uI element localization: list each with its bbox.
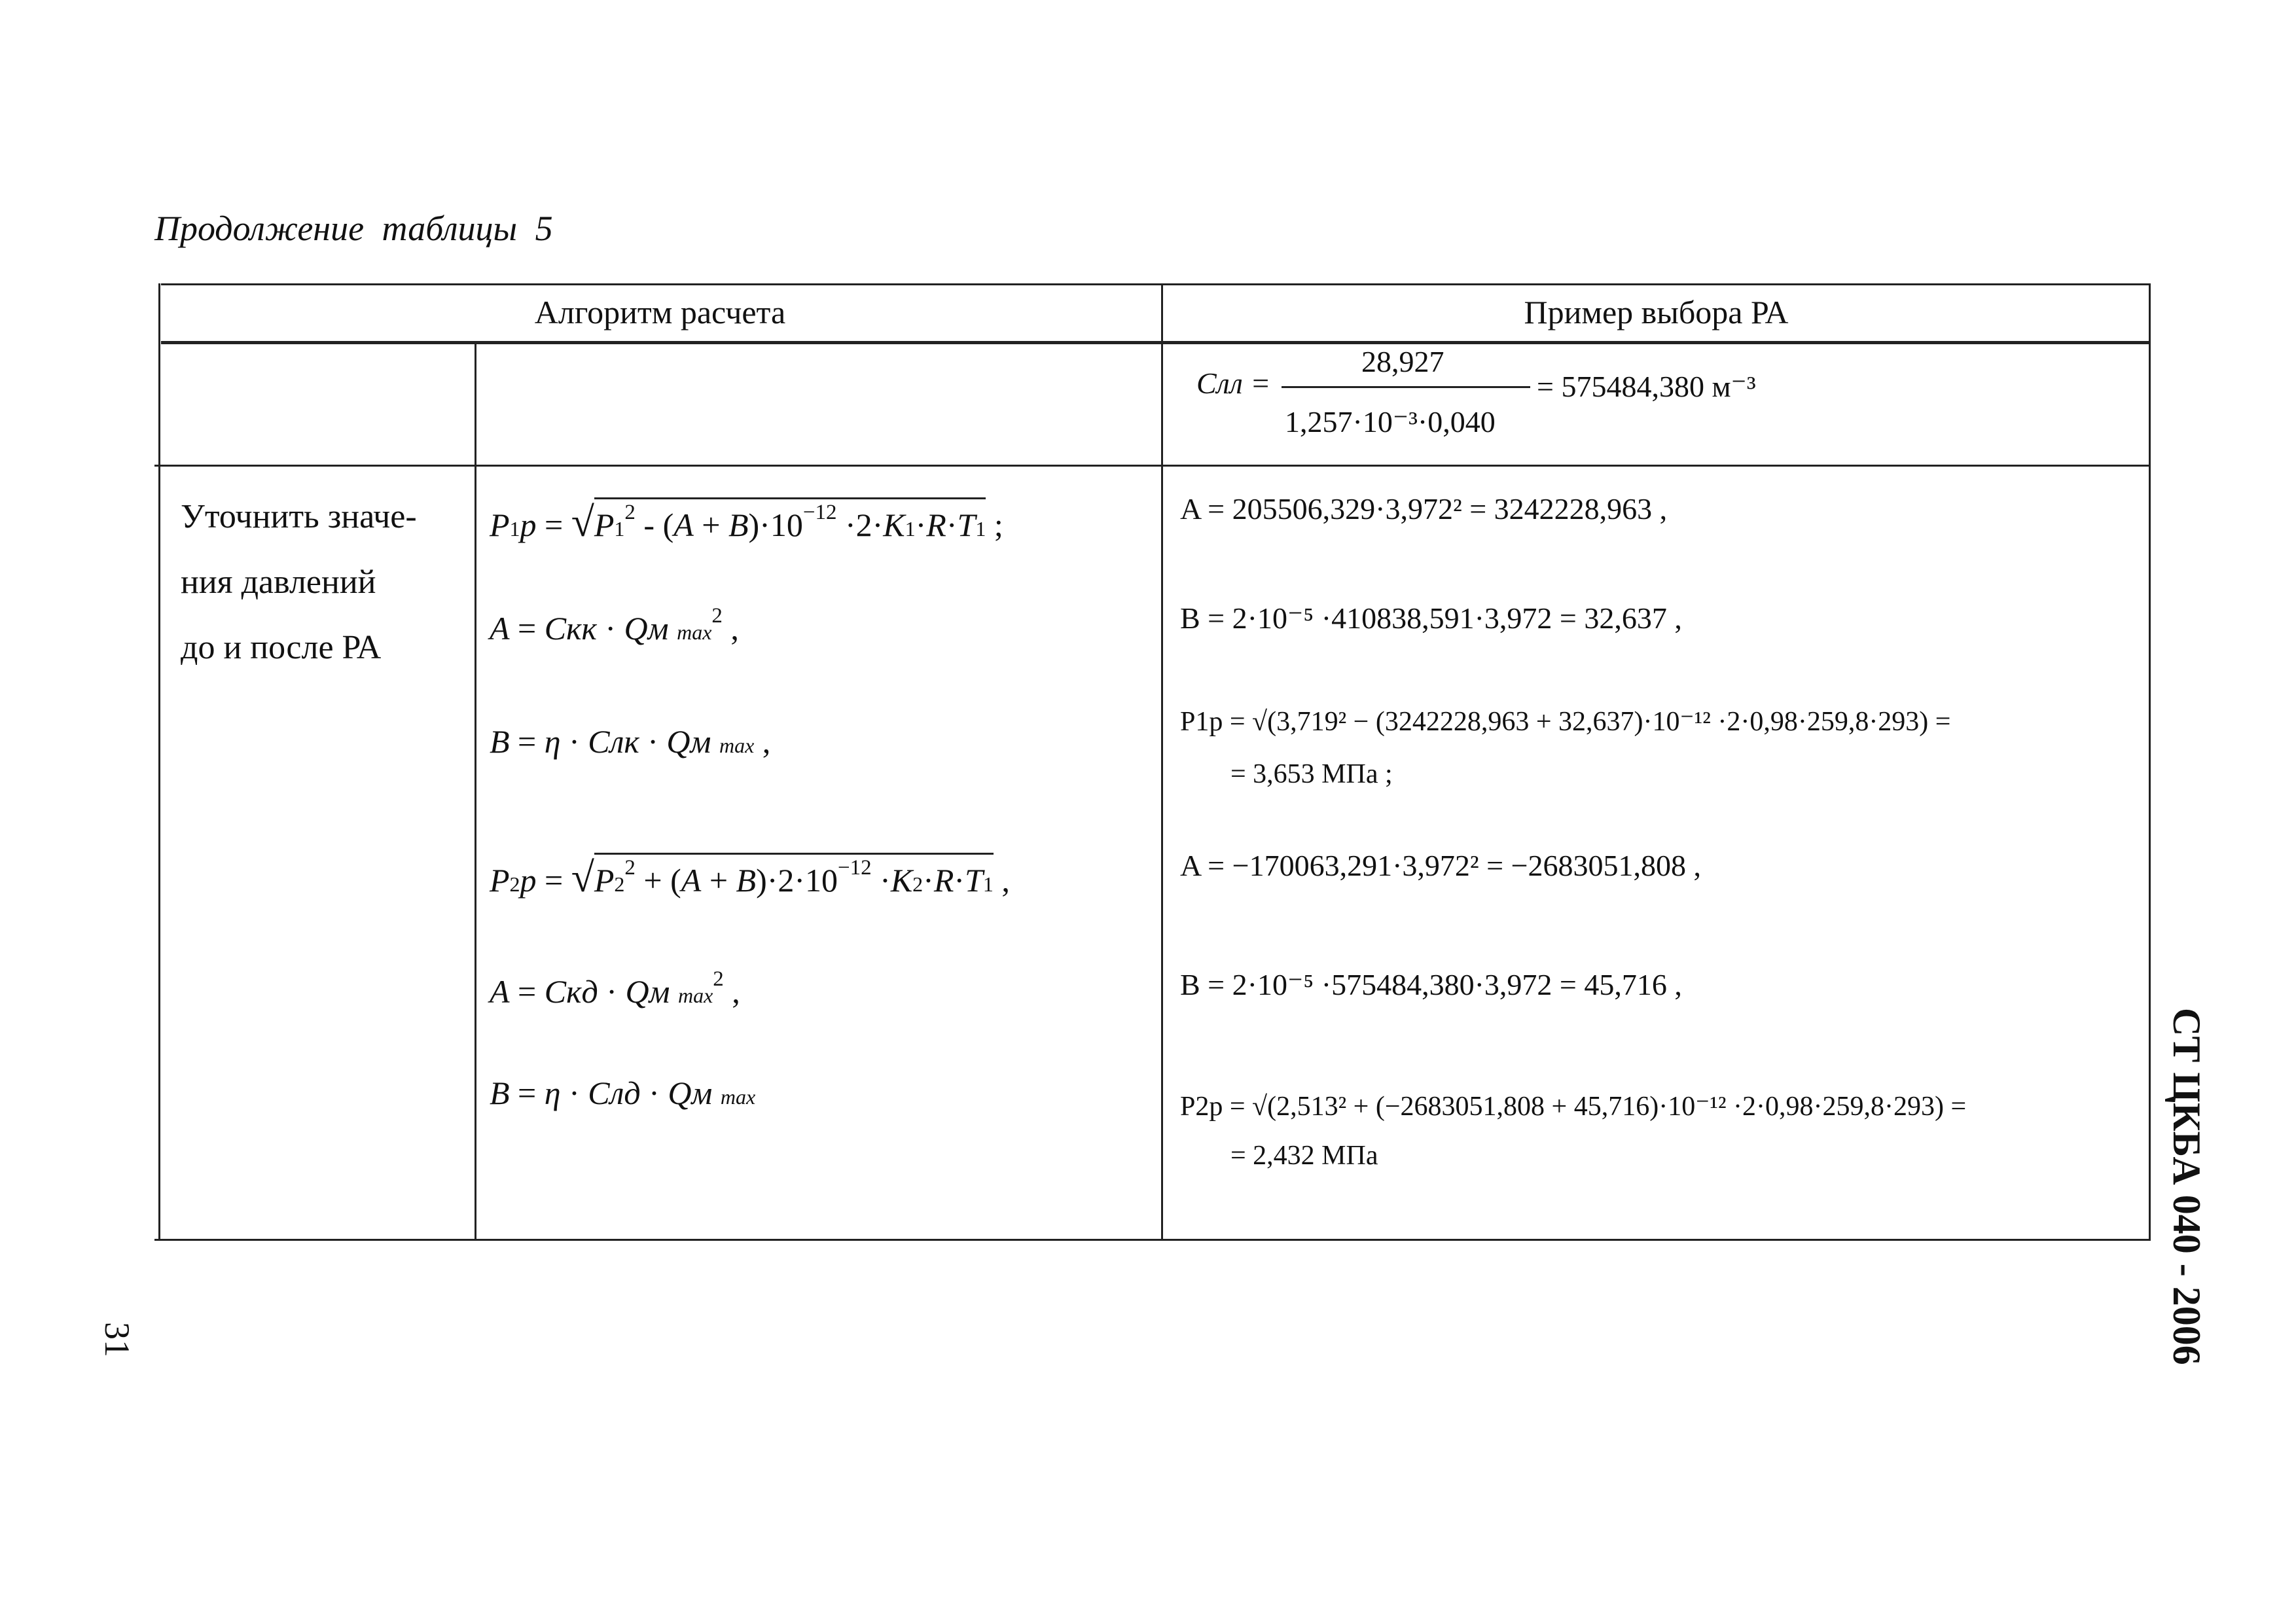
task-line-2: ния давлений bbox=[181, 563, 376, 601]
table-left-border bbox=[158, 283, 160, 1241]
formula-a2: A = Cкд · Qм $\max^2$ , bbox=[490, 967, 740, 1010]
task-line-3: до и после РА bbox=[181, 629, 382, 666]
table-bottom-border bbox=[154, 1239, 2151, 1241]
example-p2p-line1: P2p = √(2,513² + (−2683051,808 + 45,716)·10⁻¹² ·2·0,98·259,8·293) = bbox=[1180, 1092, 1967, 1122]
fraction-bar bbox=[1282, 386, 1530, 388]
formula-a1: A = Cкк · Qм $\max^2$ , bbox=[490, 604, 739, 647]
page-number: 31 bbox=[98, 1322, 137, 1357]
table-top-border bbox=[161, 283, 2151, 285]
header-algorithm: Алгоритм расчета bbox=[534, 294, 786, 330]
example-p1p-line2: = 3,653 МПа ; bbox=[1230, 759, 1393, 789]
task-description bbox=[181, 484, 417, 681]
example-p2p-line2: = 2,432 МПа bbox=[1230, 1141, 1378, 1171]
column-divider-main bbox=[1161, 283, 1163, 1241]
example-a2: A = −170063,291·3,972² = −2683051,808 , bbox=[1180, 849, 1702, 882]
example-p1p-line1: P1p = √(3,719² − (3242228,963 + 32,637)·10⁻¹² ·2·0,98·259,8·293) = bbox=[1180, 707, 1951, 737]
row-divider bbox=[154, 465, 2151, 467]
cll-numerator: 28,927 bbox=[1361, 345, 1444, 378]
cll-result: = 575484,380 м⁻³ bbox=[1537, 370, 1756, 403]
table-caption: Продолжение таблицы 5 bbox=[154, 209, 553, 248]
example-b1: B = 2·10⁻⁵ ·410838,591·3,972 = 32,637 , bbox=[1180, 601, 1682, 635]
column-divider-sub bbox=[475, 342, 476, 1241]
example-b2: B = 2·10⁻⁵ ·575484,380·3,972 = 45,716 , bbox=[1180, 968, 1682, 1001]
table-right-border bbox=[2149, 283, 2151, 1241]
cll-lhs: Cлл = bbox=[1196, 366, 1271, 400]
formula-b1: B = η · Cлк · Qм max , bbox=[490, 723, 771, 760]
example-a1: A = 205506,329·3,972² = 3242228,963 , bbox=[1180, 492, 1668, 526]
formula-b2: B = η · Cлд · Qм max bbox=[490, 1075, 756, 1111]
header-divider bbox=[161, 341, 2151, 344]
cll-denominator: 1,257·10⁻³·0,040 bbox=[1285, 405, 1496, 438]
formula-p2p: $P2p = √P2^2 + (A + B)\cdot 2\cdot 10^{-12} \cdot K2\cdot R\cdot T1$ , bbox=[490, 854, 1010, 901]
task-line-1: Уточнить значе- bbox=[181, 498, 417, 535]
formula-p1p: $P1p = √P1^2 - (A + B)\cdot 10^{-12} \cdot 2\cdot K1\cdot R\cdot T1$ ; bbox=[490, 499, 1003, 545]
document-code: СТ ЦКБА 040 - 2006 bbox=[2165, 1008, 2208, 1365]
header-example: Пример выбора РА bbox=[1524, 294, 1789, 330]
